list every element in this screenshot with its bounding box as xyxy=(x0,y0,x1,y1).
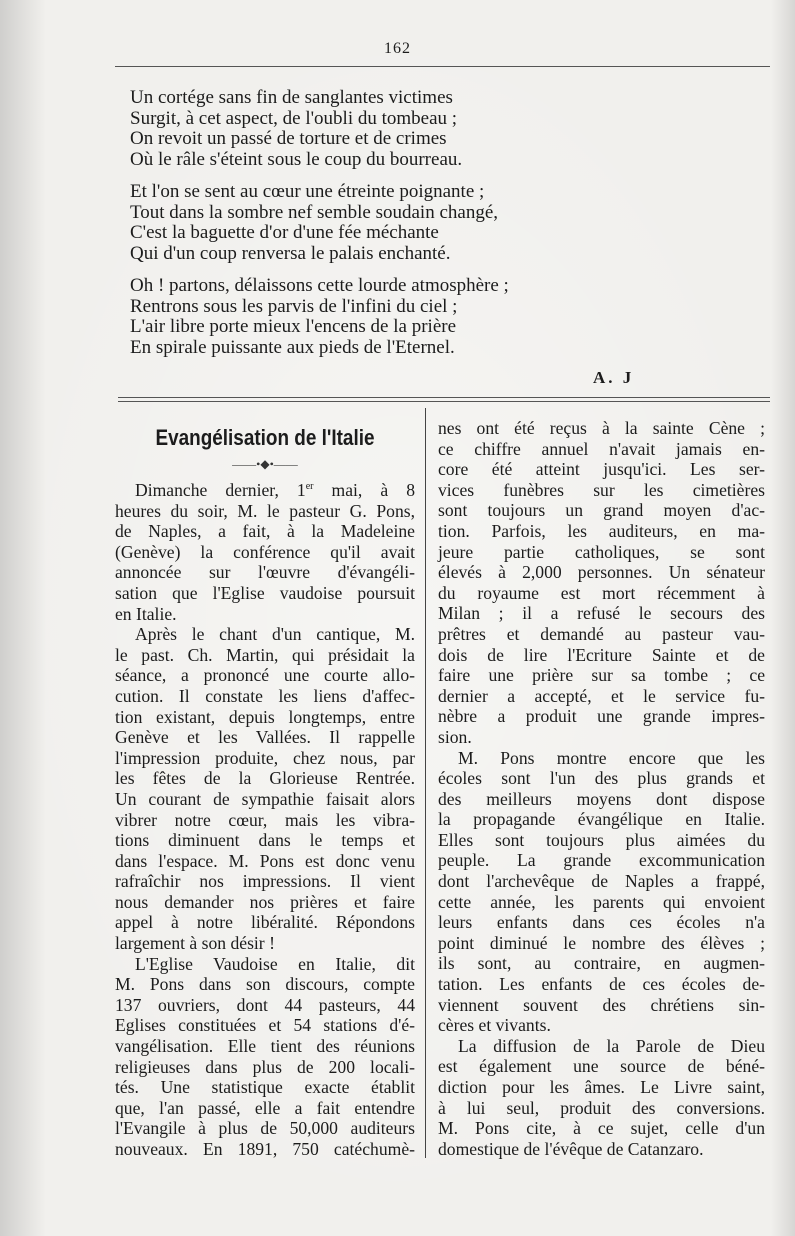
poem-stanza-2 xyxy=(130,182,650,264)
text-line: point diminué le nombre des élèves ; xyxy=(438,932,765,953)
text-line: le past. Ch. Martin, qui présidait la xyxy=(115,644,415,665)
text-line: du royaume est mort récemment à xyxy=(438,582,765,603)
text-line: M. Pons montre encore que les xyxy=(458,747,765,768)
text-line: sion. xyxy=(438,726,472,747)
poem-verse: On revoit un passé de torture et de crimes xyxy=(130,128,447,149)
text-line: tation. Les enfants de ces écoles de- xyxy=(438,974,765,995)
text-line: séance, a prononcé une courte allo- xyxy=(115,665,415,686)
poem-verse: Et l'on se sent au cœur une étreinte poignante ; xyxy=(130,181,485,202)
text-line: écoles sont l'un des plus grands et xyxy=(438,768,765,789)
title-ornament: ——•◆•—— xyxy=(232,457,298,471)
text-line: religieuses dans plus de 200 locali- xyxy=(115,1056,415,1077)
right-lines xyxy=(438,418,765,1159)
text-line: la propagande évangélique en Italie. xyxy=(438,809,765,830)
text-line: Après le chant d'un cantique, M. xyxy=(135,624,415,645)
text-line: les fêtes de la Glorieuse Rentrée. xyxy=(115,768,415,789)
text-line: l'impression produite, chez nous, par xyxy=(115,747,415,768)
page-number: 162 xyxy=(384,40,411,57)
text-line: cères et vivants. xyxy=(438,1015,551,1036)
text-line: M. Pons cite, à ce sujet, celle d'un xyxy=(438,1118,765,1139)
text-line: M. Pons dans son discours, compte xyxy=(115,974,415,995)
text-line: L'Eglise Vaudoise en Italie, dit xyxy=(135,953,415,974)
text-line: viennent souvent des chrétiens sin- xyxy=(438,994,765,1015)
text-line: dois de lire l'Ecriture Sainte et de xyxy=(438,644,765,665)
text-line: peuple. La grande excommunication xyxy=(438,850,765,871)
poem-stanza-1 xyxy=(130,88,650,170)
text-line: Eglises constituées et 54 stations d'é- xyxy=(115,1015,415,1036)
text-line: de Naples, a fait, à la Madeleine xyxy=(115,521,415,542)
text-line: nes ont été reçus à la sainte Cène ; xyxy=(438,418,765,438)
text-line: diction pour les âmes. Le Livre saint, xyxy=(438,1077,765,1097)
text-line: 137 ouvriers, dont 44 pasteurs, 44 xyxy=(115,994,415,1015)
text-line: tions diminuent dans le temps et xyxy=(115,830,415,851)
text-line: dernier a accepté, et le service fu- xyxy=(438,685,765,706)
text-line: vices funèbres sur les cimetières xyxy=(438,479,765,500)
poem-signature: A. J xyxy=(593,368,635,387)
poem-verse: Tout dans la sombre nef semble soudain changé, xyxy=(130,201,499,223)
poem-verse: C'est la baguette d'or d'une fée méchante xyxy=(130,222,439,243)
column-divider xyxy=(425,408,426,1158)
text-line: nouveaux. En 1891, 750 catéchumè- xyxy=(115,1139,415,1159)
poem-verse: Qui d'un coup renversa le palais enchanté. xyxy=(130,242,451,264)
text-line: annoncée sur l'œuvre d'évangéli- xyxy=(115,562,415,583)
poem-verse: Un cortége sans fin de sanglantes victimes xyxy=(130,87,453,108)
text-line: tion. Parfois, les auditeurs, en ma- xyxy=(438,520,765,541)
text-line: en Italie. xyxy=(115,603,177,624)
text-line: Elles sont toujours plus aimées du xyxy=(438,829,765,850)
text-line: dans l'espace. M. Pons est donc venu xyxy=(115,850,415,871)
text-line: nous demander nos prières et faire xyxy=(115,891,415,912)
text-line: tés. Une statistique exacte établit xyxy=(115,1077,415,1098)
text-line: sont toujours un grand moyen d'ac- xyxy=(438,500,765,521)
text-line: cette année, les parents qui envoient xyxy=(438,891,765,912)
text-line: ils sont, au contraire, en augmen- xyxy=(438,953,765,974)
poem-verse: L'air libre porte mieux l'encens de la prière xyxy=(130,316,457,337)
poem-verse: Rentrons sous les parvis de l'infini du ciel ; xyxy=(130,295,458,317)
text-line: rafraîchir nos impressions. Il vient xyxy=(115,871,415,892)
text-line: leurs enfants dans ces écoles n'a xyxy=(438,912,765,933)
text-line: Milan ; il a refusé le secours des xyxy=(438,603,765,624)
text-line: est également une source de béné- xyxy=(438,1056,765,1077)
text-line: faire une prière sur sa tombe ; ce xyxy=(438,665,765,686)
text-line: sation que l'Eglise vaudoise poursuit xyxy=(115,582,415,603)
text-line: dont l'archevêque de Naples a frappé, xyxy=(438,871,765,892)
text-line: (Genève) la conférence qu'il avait xyxy=(115,541,415,562)
text-line: nèbre a produit une grande impres- xyxy=(438,706,765,727)
text-line: jeure partie catholiques, se sont xyxy=(438,541,765,562)
text-line: vibrer notre cœur, mais les vibra- xyxy=(115,809,415,830)
text-line: l'Evangile à plus de 50,000 auditeurs xyxy=(115,1118,415,1139)
poem-verse: Surgit, à cet aspect, de l'oubli du tombeau ; xyxy=(130,107,458,129)
poem xyxy=(130,88,650,370)
section-rule xyxy=(118,397,770,398)
left-lines xyxy=(115,501,415,1160)
text-line: des meilleurs moyens dont dispose xyxy=(438,788,765,809)
page-edge-left xyxy=(0,0,46,1236)
text-line: prêtres et demandé au pasteur vau- xyxy=(438,623,765,644)
text-line: cution. Il constate les liens d'affec- xyxy=(115,685,415,706)
text-line: tion existant, depuis longtemps, entre xyxy=(115,706,415,727)
header-rule xyxy=(115,66,770,67)
section-rule xyxy=(118,401,770,402)
poem-verse: Oh ! partons, délaissons cette lourde atmosphère ; xyxy=(130,275,509,296)
text-line: Dimanche dernier, 1er mai, à 8 xyxy=(135,480,415,500)
article-column-right xyxy=(438,418,765,1159)
poem-verse: Où le râle s'éteint sous le coup du bourreau. xyxy=(130,148,463,170)
text-line: Un courant de sympathie faisait alors xyxy=(115,788,415,809)
text-line: domestique de l'évêque de Catanzaro. xyxy=(438,1138,704,1159)
text-line: Genève et les Vallées. Il rappelle xyxy=(115,727,415,748)
text-line: La diffusion de la Parole de Dieu xyxy=(458,1035,765,1056)
article-column-left xyxy=(115,418,415,1160)
text-line: appel à notre libéralité. Répondons xyxy=(115,912,415,933)
text-line: largement à son désir ! xyxy=(115,933,275,954)
text-line: ce chiffre annuel n'avait jamais en- xyxy=(438,438,765,459)
article-title: Evangélisation de l'Italie xyxy=(155,425,375,450)
page-edge-right xyxy=(771,0,795,1236)
text-line: heures du soir, M. le pasteur G. Pons, xyxy=(115,500,415,521)
text-line: core été atteint jusqu'ici. Les ser- xyxy=(438,459,765,480)
text-line: que, l'an passé, elle a fait entendre xyxy=(115,1097,415,1118)
poem-stanza-3 xyxy=(130,276,650,358)
text-line: vangélisation. Elle tient des réunions xyxy=(115,1036,415,1057)
text-line: élevés à 2,000 personnes. Un sénateur xyxy=(438,562,765,583)
poem-verse: En spirale puissante aux pieds de l'Eternel. xyxy=(130,336,455,358)
text-line: à lui seul, produit des conversions. xyxy=(438,1097,765,1118)
